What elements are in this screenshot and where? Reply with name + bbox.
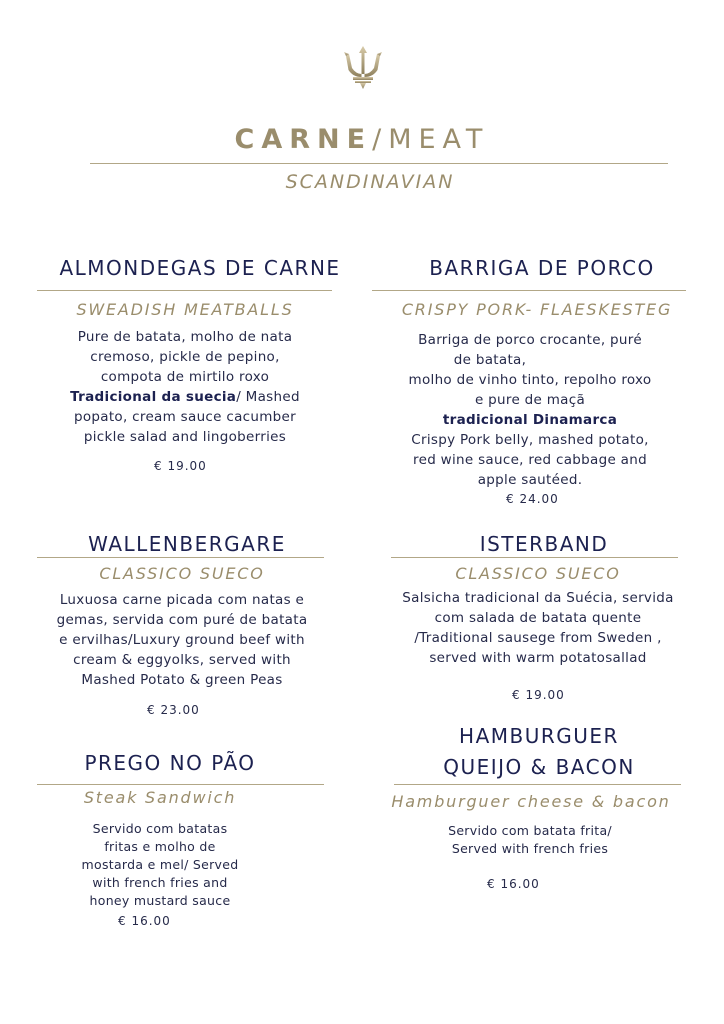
item-description [370, 822, 690, 858]
description-line: e ervilhas/Luxury ground beef with [59, 632, 305, 648]
description-line: Pure de batata, molho de nata [77, 329, 293, 345]
description-line: e pure de maçã [474, 392, 586, 408]
item-subtitle: Steak Sandwich [83, 788, 237, 807]
item-title: ISTERBAND [479, 532, 609, 556]
item-divider [391, 557, 678, 558]
description-line: Servido com batata frita/ [448, 823, 612, 838]
item-subtitle: SWEADISH MEATBALLS [76, 300, 294, 319]
description-line: apple sautéed. [477, 472, 583, 488]
description-line: Barriga de porco crocante, puré [418, 332, 642, 348]
description-line: with french fries and [92, 875, 228, 890]
description-line: com salada de batata quente [434, 610, 642, 626]
description-line: gemas, servida com puré de batata [56, 612, 308, 628]
item-price: € 19.00 [154, 459, 207, 473]
description-line [25, 387, 345, 407]
description-line: pickle salad and lingoberries [83, 429, 287, 445]
item-title: HAMBURGUER [459, 724, 619, 748]
description-bold: Tradicional da suecia [70, 389, 237, 405]
description-line: cremoso, pickle de pepino, [90, 349, 280, 365]
description-line: served with warm potatosallad [429, 650, 647, 666]
item-title: BARRIGA DE PORCO [429, 256, 655, 280]
item-description [0, 820, 320, 910]
item-divider [394, 784, 681, 785]
title-separator: / [372, 124, 389, 155]
item-price: € 16.00 [487, 877, 540, 891]
item-title: QUEIJO & BACON [443, 755, 635, 779]
item-price: € 19.00 [512, 688, 565, 702]
description-line: Mashed Potato & green Peas [81, 672, 283, 688]
page-title [0, 124, 724, 155]
description-line: Luxuosa carne picada com natas e [59, 592, 305, 608]
title-light: MEAT [388, 124, 490, 155]
item-divider [37, 290, 332, 291]
description-line: popato, cream sauce cacumber [73, 409, 297, 425]
description-line: fritas e molho de [104, 839, 216, 854]
title-bold: CARNE [234, 124, 373, 155]
description-line: cream & eggyolks, served with [73, 652, 291, 668]
item-subtitle: CLASSICO SUECO [455, 564, 621, 583]
item-description [25, 327, 345, 447]
item-subtitle: Hamburguer cheese & bacon [391, 792, 671, 811]
item-description [22, 590, 342, 690]
description-line: de batata, [453, 352, 527, 368]
item-price: € 24.00 [506, 492, 559, 506]
description-line: Servido com batatas [92, 821, 228, 836]
item-subtitle: CRISPY PORK- FLAESKESTEG [401, 300, 673, 319]
item-description [370, 330, 690, 490]
description-line: /Traditional sausege from Sweden , [414, 630, 662, 646]
description-line: compota de mirtilo roxo [100, 369, 270, 385]
item-divider [37, 557, 324, 558]
description-line: honey mustard sauce [89, 893, 231, 908]
item-price: € 23.00 [147, 703, 200, 717]
description-line: Crispy Pork belly, mashed potato, [411, 432, 649, 448]
description-line: Salsicha tradicional da Suécia, servida [402, 590, 674, 606]
item-divider [37, 784, 324, 785]
page-subtitle: SCANDINAVIAN [285, 171, 455, 193]
description-line [370, 410, 690, 430]
item-price: € 16.00 [118, 914, 171, 928]
header-divider [90, 163, 668, 164]
description-line: Served with french fries [451, 841, 609, 856]
trident-icon [340, 44, 386, 90]
item-divider [372, 290, 686, 291]
description-bold: tradicional Dinamarca [442, 412, 618, 428]
item-description [378, 588, 698, 668]
description-tail: / Mashed [236, 389, 300, 405]
description-line: mostarda e mel/ Served [81, 857, 239, 872]
item-subtitle: CLASSICO SUECO [99, 564, 265, 583]
description-line: molho de vinho tinto, repolho roxo [408, 372, 652, 388]
description-line: red wine sauce, red cabbage and [413, 452, 647, 468]
item-title: ALMONDEGAS DE CARNE [59, 256, 341, 280]
item-title: PREGO NO PÃO [84, 751, 256, 775]
item-title: WALLENBERGARE [88, 532, 286, 556]
